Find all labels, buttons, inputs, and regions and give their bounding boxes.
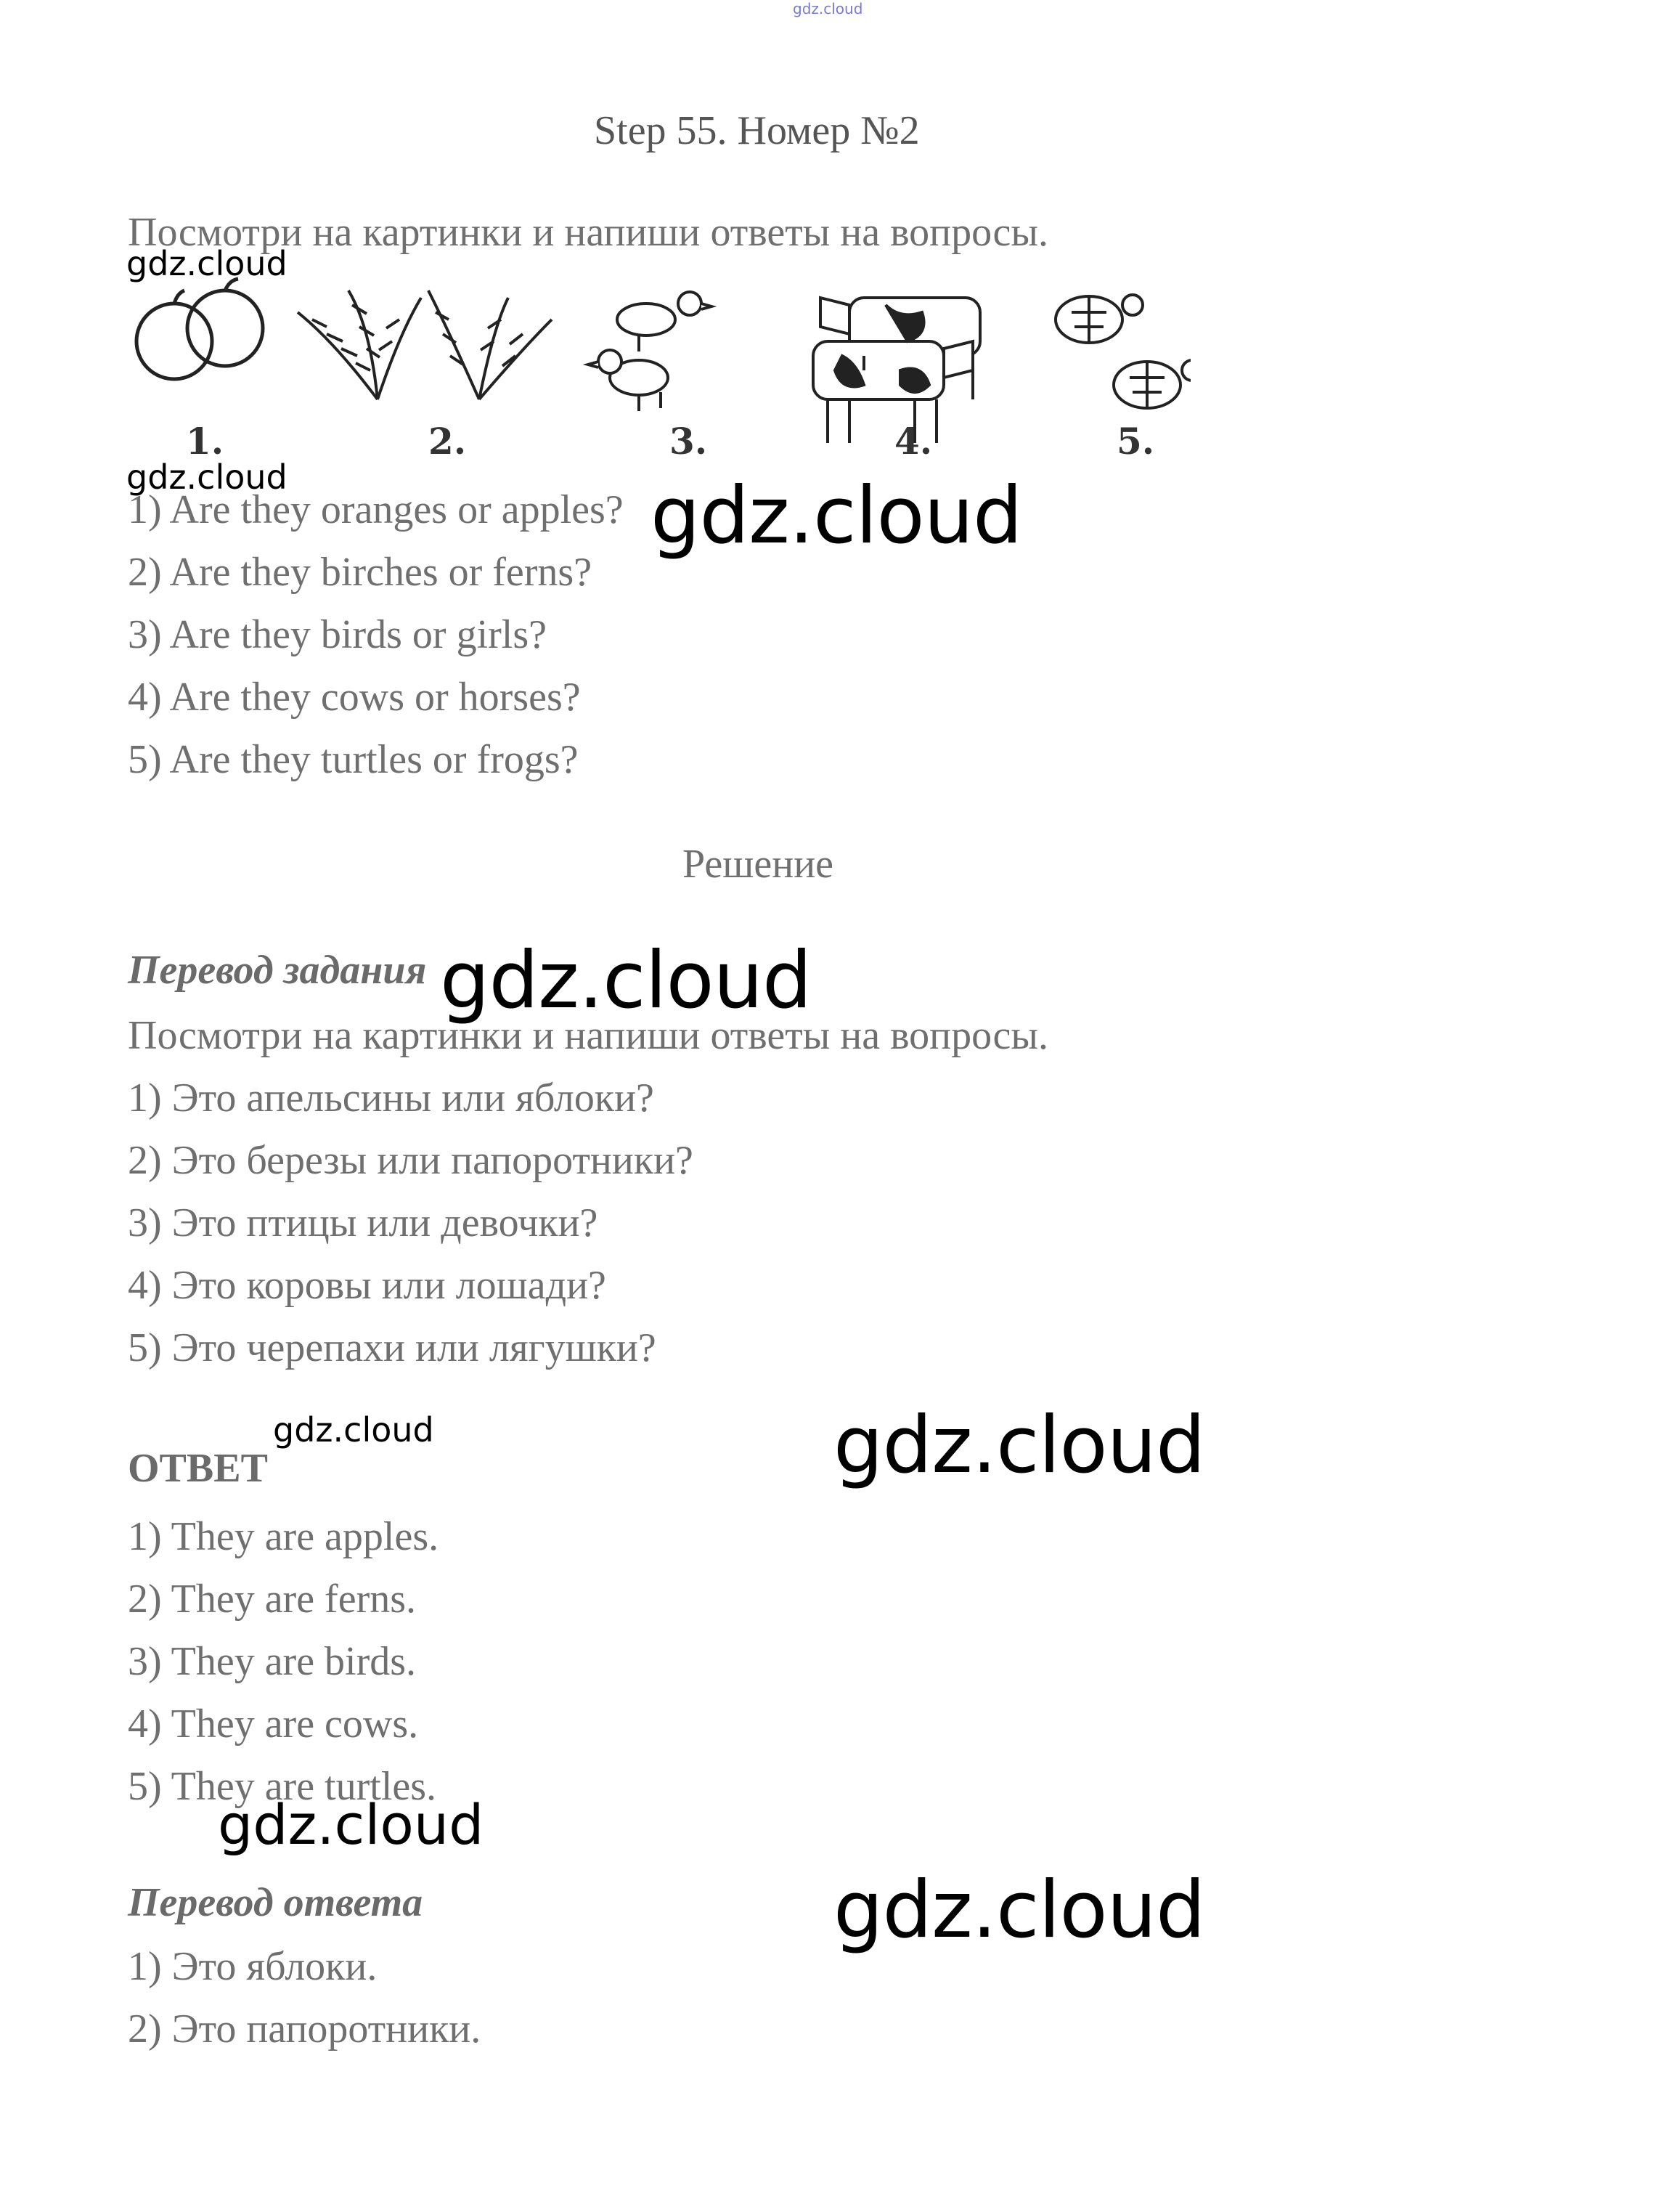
answer-2: 2) They are ferns.: [128, 1577, 417, 1622]
pictures-row: [131, 276, 1191, 465]
translation-heading: Перевод задания: [128, 948, 427, 993]
answer-translation-2: 2) Это папоротники.: [128, 2006, 481, 2052]
watermark: gdz.cloud: [833, 1400, 1205, 1491]
translation-question-4: 4) Это коровы или лошади?: [128, 1263, 606, 1308]
apples-icon: [136, 279, 263, 379]
question-1: 1) Are they oranges or apples?: [128, 487, 624, 532]
turtles-icon: [1056, 295, 1191, 408]
watermark: gdz.cloud: [273, 1410, 434, 1449]
watermark: gdz.cloud: [440, 935, 812, 1026]
birds-icon: [588, 292, 711, 411]
page-title: Step 55. Номер №2: [594, 108, 920, 153]
picture-number-5: 5.: [1117, 420, 1155, 463]
answer-5: 5) They are turtles.: [128, 1764, 437, 1809]
picture-number-2: 2.: [428, 420, 467, 463]
watermark: gdz.cloud: [126, 458, 287, 497]
task-instruction: Посмотри на картинки и напиши ответы на вопросы.: [128, 210, 1049, 255]
picture-number-1: 1.: [186, 420, 224, 463]
translation-instruction: Посмотри на картинки и напиши ответы на вопросы.: [128, 1013, 1049, 1058]
watermark: gdz.cloud: [218, 1792, 484, 1857]
question-2: 2) Are they birches or ferns?: [128, 550, 592, 595]
translation-question-5: 5) Это черепахи или лягушки?: [128, 1325, 656, 1370]
watermark: gdz.cloud: [833, 1865, 1205, 1956]
watermark: gdz.cloud: [126, 244, 287, 283]
question-4: 4) Are they cows or horses?: [128, 675, 581, 720]
watermark: gdz.cloud: [650, 471, 1022, 561]
ferns-icon: [298, 290, 552, 399]
answer-translation-1: 1) Это яблоки.: [128, 1944, 378, 1989]
question-5: 5) Are they turtles or frogs?: [128, 737, 579, 782]
answer-heading: ОТВЕТ: [128, 1446, 268, 1491]
answer-3: 3) They are birds.: [128, 1639, 417, 1684]
question-3: 3) Are they birds or girls?: [128, 612, 547, 657]
solution-heading: Решение: [682, 842, 834, 887]
answer-translation-heading: Перевод ответа: [128, 1880, 423, 1925]
translation-question-1: 1) Это апельсины или яблоки?: [128, 1075, 654, 1121]
translation-question-3: 3) Это птицы или девочки?: [128, 1200, 598, 1245]
translation-question-2: 2) Это березы или папоротники?: [128, 1138, 693, 1183]
answer-4: 4) They are cows.: [128, 1701, 419, 1747]
top-site-mark: gdz.cloud: [793, 0, 863, 17]
picture-number-3: 3.: [669, 420, 708, 463]
answer-1: 1) They are apples.: [128, 1514, 439, 1559]
picture-number-4: 4.: [894, 420, 933, 463]
